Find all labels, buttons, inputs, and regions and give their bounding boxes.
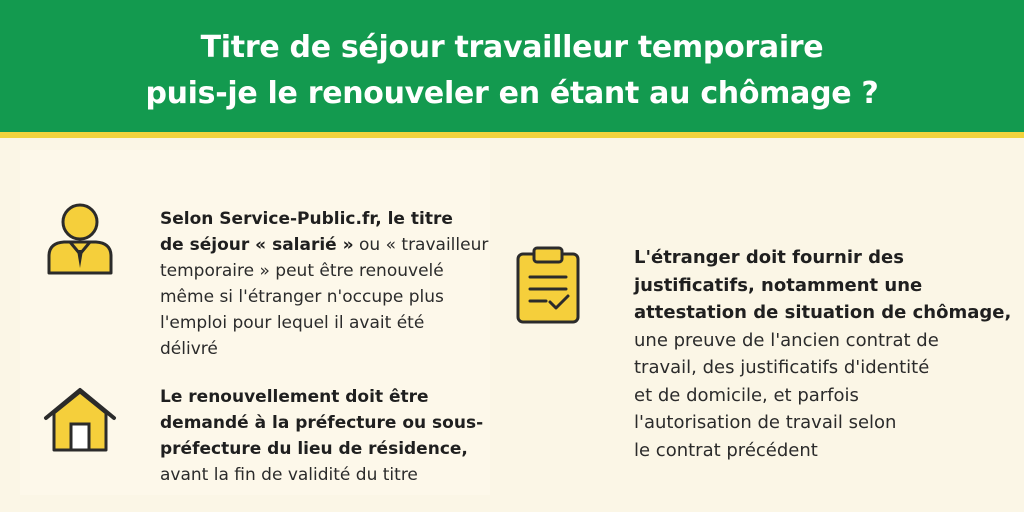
block3-line-2: justificatifs, notamment une — [634, 274, 923, 296]
info-block-eligibility — [160, 206, 488, 362]
block2-line-2: demandé à la préfecture ou sous- — [160, 413, 484, 433]
person-icon — [44, 202, 116, 276]
header-banner — [0, 0, 1024, 138]
page-title-line-2: puis-je le renouveler en étant au chômage ? — [145, 76, 879, 111]
info-block-documents — [634, 244, 1011, 464]
block2-line-3: préfecture du lieu de résidence, — [160, 439, 468, 459]
block3-line-3: attestation de situation de chômage, — [634, 302, 1012, 323]
block1-line-5: l'emploi pour lequel il avait été — [160, 313, 425, 333]
page-title-line-1: Titre de séjour travailleur temporaire — [200, 30, 824, 65]
block3-line-4: une preuve de l'ancien contrat de — [634, 329, 939, 351]
block3-line-5: travail, des justificatifs d'identité — [634, 357, 930, 378]
block1-line-4: même si l'étranger n'occupe plus — [160, 287, 444, 307]
clipboard-check-icon — [512, 244, 584, 326]
block1-line-2: de séjour « salarié » ou « travailleur — [160, 235, 489, 255]
block3-line-7: l'autorisation de travail selon — [634, 412, 897, 433]
info-block-prefecture — [160, 384, 483, 488]
block3-line-1: L'étranger doit fournir des — [634, 247, 904, 268]
house-icon — [42, 386, 118, 454]
block1-line-1: Selon Service-Public.fr, le titre — [160, 209, 453, 229]
block1-line-3: temporaire » peut être renouvelé — [160, 261, 444, 281]
block2-line-4: avant la fin de validité du titre — [160, 465, 418, 485]
block3-line-6: et de domicile, et parfois — [634, 384, 859, 406]
block2-line-1: Le renouvellement doit être — [160, 387, 429, 407]
block3-line-8: le contrat précédent — [634, 439, 818, 461]
block1-line-6: délivré — [160, 339, 218, 359]
